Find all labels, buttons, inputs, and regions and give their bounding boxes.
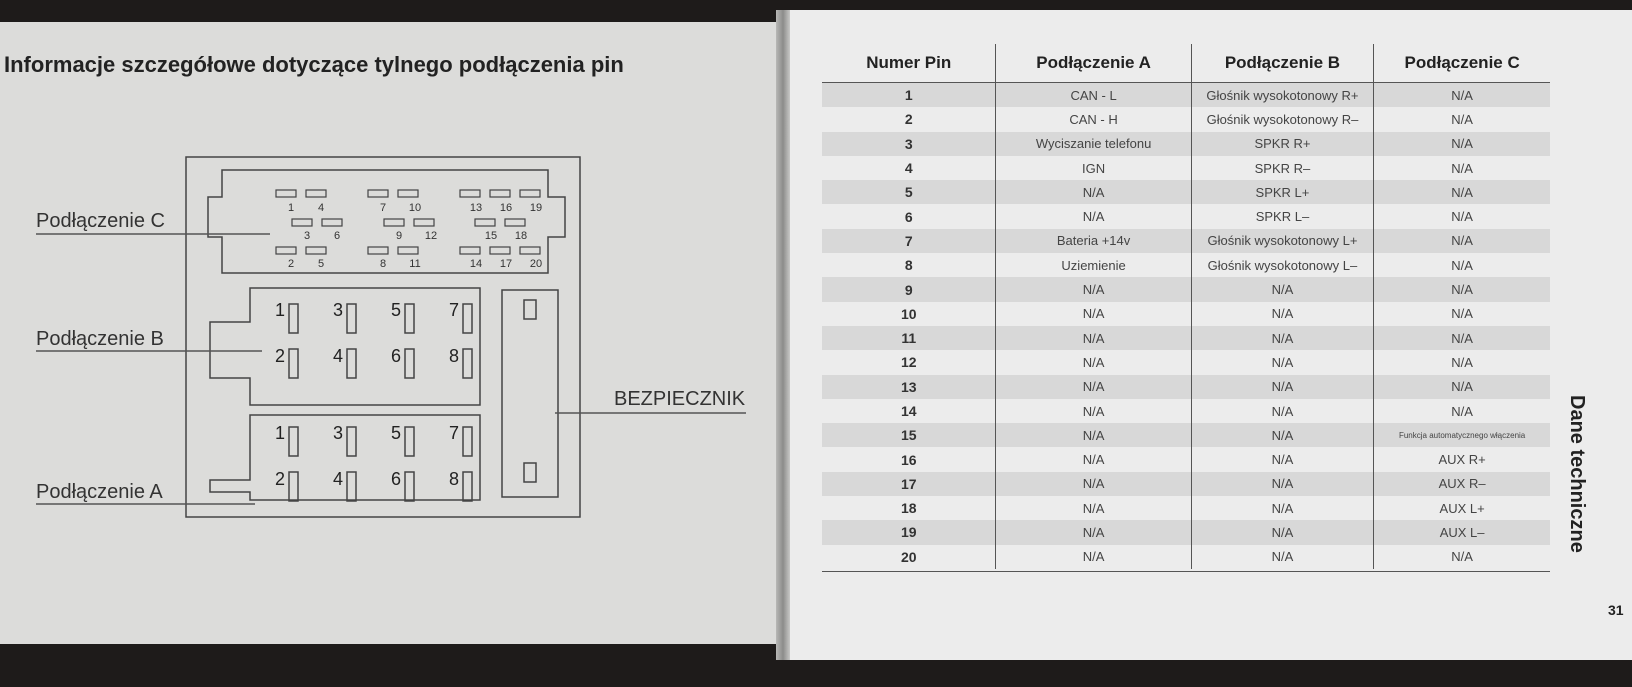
b-pin-number: 3	[333, 300, 344, 320]
a-pin-number: 6	[391, 469, 402, 489]
pin-number-cell: 1	[822, 83, 996, 108]
c-pin-number: 4	[317, 202, 325, 214]
pin-number-cell: 16	[900, 451, 917, 468]
table-cell: N/A	[1191, 375, 1374, 399]
table-cell: N/A	[996, 423, 1191, 447]
table-cell: AUX L+	[1374, 496, 1550, 520]
table-row	[822, 472, 1550, 496]
c-pin-number: 10	[408, 202, 422, 214]
table-cell: N/A	[996, 204, 1191, 228]
pin-number-cell: 9	[822, 277, 996, 301]
table-cell: N/A	[1191, 447, 1374, 471]
pin-number-cell: 13	[822, 375, 996, 399]
table-cell: N/A	[1374, 277, 1550, 301]
header-connection-c: Podłączenie C	[1374, 44, 1550, 83]
c-pin-number: 2	[287, 258, 295, 270]
c-pin-number: 1	[287, 202, 295, 214]
a-pin-number: 8	[449, 469, 460, 489]
table-cell: N/A	[1191, 472, 1374, 496]
pin-number-cell: 7	[822, 229, 996, 253]
table-row	[822, 326, 1550, 350]
table-cell: Głośnik wysokotonowy R+	[1191, 83, 1374, 108]
c-pin-number: 20	[529, 258, 543, 270]
table-row	[822, 253, 1550, 277]
table-row	[822, 156, 1550, 180]
table-row	[822, 545, 1550, 569]
table-cell: N/A	[1374, 229, 1550, 253]
c-pin-number: 8	[379, 258, 387, 270]
table-cell: N/A	[1191, 350, 1374, 374]
pin-number-cell: 14	[900, 403, 917, 419]
table-cell: Uziemienie	[996, 253, 1191, 277]
pin-number-cell: 6	[904, 208, 913, 225]
pin-number-cell: 18	[900, 500, 917, 517]
pin-number-cell: 8	[904, 257, 913, 274]
table-row	[822, 423, 1550, 447]
section-title-vertical: Dane techniczne	[1566, 395, 1588, 553]
table-cell: N/A	[996, 302, 1191, 326]
a-pin-number: 2	[275, 469, 286, 489]
table-cell: SPKR L+	[1191, 180, 1374, 204]
table-cell: N/A	[1191, 545, 1374, 569]
table-cell: N/A	[1191, 423, 1374, 447]
b-pin-number: 1	[275, 300, 286, 320]
pin-number-cell: 20	[900, 548, 917, 565]
table-header-row	[822, 44, 1550, 83]
table-cell: Głośnik wysokotonowy L+	[1191, 229, 1374, 253]
pin-number-cell: 3	[822, 132, 996, 156]
table-cell: N/A	[996, 399, 1191, 423]
table-row	[822, 277, 1550, 301]
pin-number-cell: 10	[900, 305, 917, 322]
table-row	[822, 132, 1550, 156]
table-row	[822, 350, 1550, 374]
table-cell: N/A	[1191, 496, 1374, 520]
page-number: 31	[1608, 602, 1624, 618]
c-pin-number: 18	[514, 230, 528, 242]
table-cell: AUX R–	[1374, 472, 1550, 496]
c-pin-number: 15	[484, 230, 498, 242]
table-cell: N/A	[1374, 350, 1550, 374]
table-row	[822, 107, 1550, 131]
c-pin-number: 16	[499, 202, 513, 214]
a-pin-number: 1	[275, 423, 286, 443]
pin-table	[822, 44, 1550, 569]
table-cell: N/A	[996, 472, 1191, 496]
table-cell: Bateria +14v	[996, 229, 1191, 253]
pin-number-cell: 15	[822, 423, 996, 447]
label-connection-b: Podłączenie B	[36, 328, 164, 350]
pin-number-cell: 11	[822, 326, 996, 350]
table-cell: N/A	[996, 520, 1191, 544]
table-cell: N/A	[1191, 520, 1374, 544]
pin-number-cell: 2	[904, 111, 913, 128]
c-pin-number: 17	[499, 258, 513, 270]
label-connection-a: Podłączenie A	[36, 481, 163, 503]
c-pin-number: 11	[409, 258, 421, 270]
table-row	[822, 229, 1550, 253]
table-cell: SPKR R–	[1191, 156, 1374, 180]
table-cell: Głośnik wysokotonowy L–	[1191, 253, 1374, 277]
table-cell: N/A	[1191, 399, 1374, 423]
header-pin-number: Numer Pin	[822, 44, 996, 83]
b-pin-number: 7	[449, 300, 460, 320]
c-pin-number: 12	[424, 230, 438, 242]
table-cell: N/A	[996, 496, 1191, 520]
table-cell: N/A	[996, 326, 1191, 350]
table-bottom-rule	[822, 571, 1550, 572]
pin-number-cell: 4	[904, 160, 913, 177]
table-cell: N/A	[1374, 107, 1550, 131]
c-pin-number: 19	[529, 202, 543, 214]
c-pin-number: 5	[317, 258, 325, 270]
table-cell: IGN	[996, 156, 1191, 180]
table-row	[822, 83, 1550, 108]
table-cell: N/A	[1374, 83, 1550, 108]
a-pin-number: 7	[449, 423, 460, 443]
table-row	[822, 180, 1550, 204]
a-pin-number: 3	[333, 423, 344, 443]
table-cell: N/A	[1374, 399, 1550, 423]
table-cell: N/A	[1374, 302, 1550, 326]
table-cell: N/A	[996, 447, 1191, 471]
page-title: Informacje szczegółowe dotyczące tylnego podłączenia pin	[4, 52, 624, 77]
c-pin-number: 3	[303, 230, 311, 242]
table-cell: N/A	[1374, 375, 1550, 399]
table-cell: Wyciszanie telefonu	[996, 132, 1191, 156]
table-cell: SPKR L–	[1191, 204, 1374, 228]
table-cell: N/A	[1374, 156, 1550, 180]
b-pin-number: 6	[391, 346, 402, 366]
table-cell: N/A	[996, 350, 1191, 374]
table-cell: N/A	[1191, 326, 1374, 350]
table-row	[822, 204, 1550, 228]
header-connection-a: Podłączenie A	[996, 44, 1191, 83]
c-pin-number: 9	[395, 230, 403, 242]
table-cell: SPKR R+	[1191, 132, 1374, 156]
header-connection-b: Podłączenie B	[1191, 44, 1374, 83]
b-pin-number: 5	[391, 300, 402, 320]
table-row	[822, 302, 1550, 326]
table-cell: CAN - H	[996, 107, 1191, 131]
table-cell: Funkcja automatycznego włączenia	[1374, 423, 1550, 447]
table-cell: CAN - L	[996, 83, 1191, 108]
table-row	[822, 375, 1550, 399]
table-cell: N/A	[996, 277, 1191, 301]
table-cell: N/A	[996, 545, 1191, 569]
c-pin-number: 13	[469, 202, 483, 214]
b-pin-number: 8	[449, 346, 460, 366]
table-cell: AUX L–	[1374, 520, 1550, 544]
pin-table-body	[822, 83, 1550, 569]
table-cell: N/A	[1374, 180, 1550, 204]
table-row	[822, 447, 1550, 471]
table-cell: N/A	[996, 375, 1191, 399]
table-cell: N/A	[1374, 326, 1550, 350]
pin-number-cell: 12	[900, 354, 917, 371]
table-cell: N/A	[1374, 204, 1550, 228]
table-cell: Głośnik wysokotonowy R–	[1191, 107, 1374, 131]
label-connection-c: Podłączenie C	[36, 210, 165, 232]
pin-number-cell: 17	[822, 472, 996, 496]
c-pin-number: 6	[333, 230, 341, 242]
table-cell: N/A	[1191, 277, 1374, 301]
table-cell: N/A	[996, 180, 1191, 204]
table-cell: N/A	[1191, 302, 1374, 326]
c-pin-number: 7	[379, 202, 387, 214]
label-fuse: BEZPIECZNIK	[614, 388, 746, 410]
pin-number-cell: 5	[822, 180, 996, 204]
pin-number-cell: 19	[822, 520, 996, 544]
a-pin-number: 4	[333, 469, 344, 489]
table-row	[822, 399, 1550, 423]
b-pin-number: 2	[275, 346, 286, 366]
c-pin-number: 14	[469, 258, 483, 270]
a-pin-number: 5	[391, 423, 402, 443]
table-row	[822, 496, 1550, 520]
table-cell: N/A	[1374, 545, 1550, 569]
table-cell: N/A	[1374, 132, 1550, 156]
table-cell: AUX R+	[1374, 447, 1550, 471]
table-row	[822, 520, 1550, 544]
b-pin-number: 4	[333, 346, 344, 366]
table-cell: N/A	[1374, 253, 1550, 277]
